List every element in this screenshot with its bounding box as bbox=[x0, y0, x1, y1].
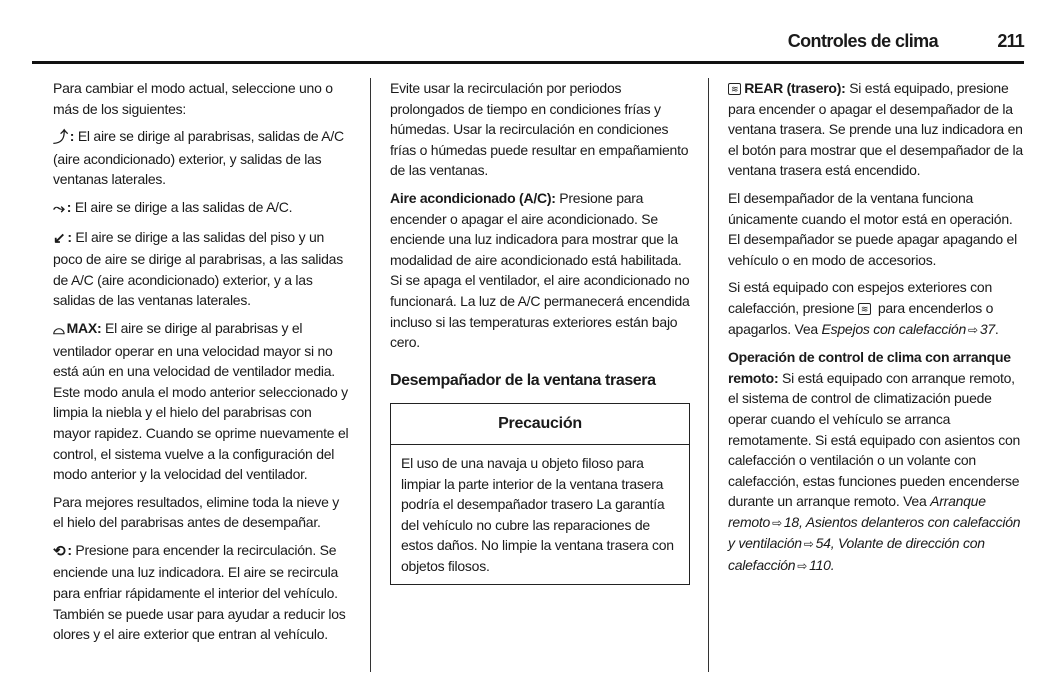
mode-defrost-floor bbox=[53, 126, 350, 190]
punctuation: . bbox=[994, 320, 999, 337]
mode-vent bbox=[53, 197, 350, 220]
mode-text: Presione para encender la recirculación. Se enciende una luz indicadora. El aire se recircula para enfriar rápidamente el interior del vehículo. También se puede usar para ayudar a reducir los olores y el aire exterior que entran al vehículo. bbox=[53, 541, 346, 643]
mode-label: : bbox=[67, 228, 72, 245]
page-ref: 110 bbox=[809, 557, 831, 574]
mode-text: El aire se dirige al parabrisas, salidas de A/C (aire acondicionado) exterior, y salidas de las ventanas laterales. bbox=[53, 128, 344, 188]
heated-mirror-icon: ≋ bbox=[858, 303, 871, 315]
punctuation: . bbox=[830, 557, 835, 574]
recirculation bbox=[53, 540, 350, 645]
section-title: Controles de clima bbox=[787, 31, 938, 51]
mode-label: : bbox=[69, 128, 75, 145]
mode-text: El aire se dirige al parabrisas y el ventilador operar en una velocidad mayor si no está aún en una velocidad de ventilador media. Este modo anula el modo anterior seleccionado y limpia la niebla y el hielo del parabrisas con mayor rapidez. Cuando se oprime nuevamente el control, el sistema vuelve a la configuración del modo anterior y la velocidad del ventilador. bbox=[53, 319, 349, 483]
page-ref-arrow-icon: ⇨ bbox=[803, 537, 814, 552]
caution-box bbox=[390, 403, 690, 585]
caution-title: Precaución bbox=[391, 404, 689, 445]
mode-label: : bbox=[67, 541, 72, 558]
ac-label: Aire acondicionado (A/C): bbox=[390, 189, 556, 206]
rear-defrost-icon: ≋ bbox=[728, 83, 741, 95]
mode-label: MAX: bbox=[66, 319, 102, 336]
column-divider bbox=[708, 78, 709, 672]
remote-text: Si está equipado con arranque remoto, el sistema de control de climatización puede operar cuando el vehículo se arranca remotamente. Si está equipado con asientos con calefacción o ventilación o un volante con calefacción, estas funciones pueden encenderse durante un arranque remoto. Vea bbox=[728, 369, 1021, 510]
mode-text: El aire se dirige a las salidas del piso y un poco de aire se dirige al parabrisas, a las salidas de A/C (aire acondicionado) exterior, y a las salidas de las ventanas laterales. bbox=[53, 228, 343, 309]
mirrors-text: para encenderlos o apagarlos. Vea bbox=[728, 299, 994, 337]
intro-text: Para cambiar el modo actual, seleccione uno o más de los siguientes: bbox=[53, 80, 333, 117]
ref-link[interactable]: Arranque remoto bbox=[728, 493, 986, 530]
ref-link[interactable]: Asientos delanteros con calefacción y ventilación bbox=[728, 513, 1021, 552]
heated-mirrors bbox=[728, 277, 1025, 340]
column-2 bbox=[390, 78, 690, 585]
windshield-vent-icon: ⤴ bbox=[53, 129, 68, 147]
page-ref-arrow-icon: ⇨ bbox=[797, 559, 808, 574]
ref-link[interactable]: Volante de dirección con calefacción bbox=[728, 535, 985, 574]
remote-label: Operación de control de clima con arranque remoto: bbox=[728, 349, 1011, 386]
page-ref: 18 bbox=[783, 513, 799, 530]
rear-text: Si está equipado, presione para encender o apagar el desempañador de la ventana trasera. Se prende una luz indicadora en el botón para mostrar que el desempañador de la ventana trasera está encendido. bbox=[728, 80, 1023, 179]
header-rule bbox=[32, 61, 1024, 64]
ac-paragraph bbox=[390, 188, 690, 353]
mode-floor bbox=[53, 227, 350, 311]
operation-text: El desempañador de la ventana funciona únicamente cuando el motor está en operación. El desempañador se puede apagar apagando el vehículo o en modo de accesorios. bbox=[728, 189, 1017, 268]
mode-text: El aire se dirige a las salidas de A/C. bbox=[71, 198, 293, 215]
mirrors-text: Si está equipado con espejos exteriores con calefacción, presione bbox=[728, 279, 992, 316]
page-ref: 37 bbox=[979, 320, 995, 337]
ac-text: Presione para encender o apagar el aire acondicionado. Se enciende una luz indicadora para mostrar que la modalidad de aire acondicionado está habilitada. Si se apaga el ventilador, el aire acondicionado no funcionará. La luz de A/C permanecerá encendida incluso si las temperaturas exteriores están bajo cero. bbox=[390, 189, 690, 351]
page-ref-arrow-icon: ⇨ bbox=[772, 515, 782, 530]
floor-icon: ↙ bbox=[53, 229, 66, 247]
rear-label: REAR (trasero): bbox=[744, 80, 846, 96]
page-ref: 54 bbox=[815, 535, 831, 552]
page-number: 211 bbox=[997, 31, 1024, 51]
rear-defrost bbox=[728, 78, 1025, 181]
column-divider bbox=[370, 78, 371, 672]
mirrors-link[interactable]: Espejos con calefacción bbox=[821, 320, 966, 337]
page-ref-arrow-icon: ⇨ bbox=[968, 322, 978, 337]
max-defrost-icon: ⌓ bbox=[53, 320, 65, 338]
punctuation: , bbox=[798, 513, 806, 530]
tip-text: Para mejores resultados, elimine toda la nieve y el hielo del parabrisas antes de desempañar. bbox=[53, 493, 340, 531]
column-3 bbox=[728, 78, 1025, 584]
mode-max bbox=[53, 318, 350, 485]
mode-label: : bbox=[66, 198, 72, 215]
recirc-warning: Evite usar la recirculación por periodos prolongados de tiempo en condiciones frías y húmedas. Usar la recirculación en condiciones frías o húmedas puede resultar en empañamiento de las ventanas. bbox=[390, 80, 689, 179]
caution-body: El uso de una navaja u objeto filoso para limpiar la parte interior de la ventana trasera podría el desempañador trasero La garantía del vehículo no cubre las reparaciones de estos daños. No limpie la ventana trasera con objetos filosos. bbox=[401, 454, 674, 574]
recirculation-icon: ⟲ bbox=[53, 542, 66, 560]
vent-icon: ⤳ bbox=[53, 199, 65, 217]
column-1 bbox=[53, 78, 350, 652]
remote-start bbox=[728, 347, 1025, 577]
rear-defogger-heading: Desempañador de la ventana trasera bbox=[390, 371, 656, 389]
punctuation: , bbox=[830, 535, 838, 552]
